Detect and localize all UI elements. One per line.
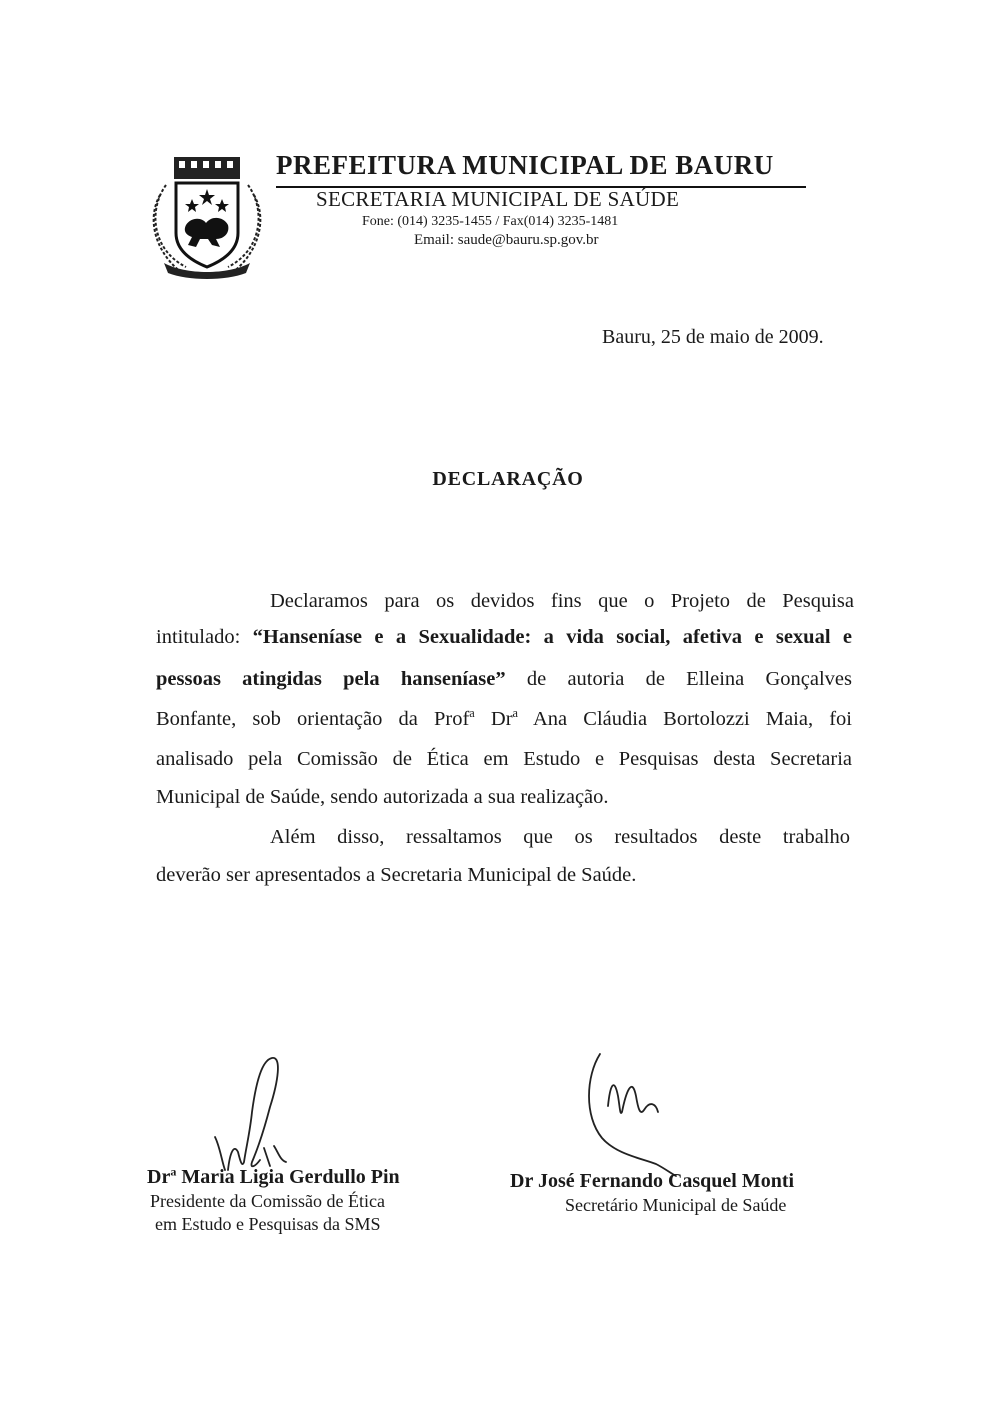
text-span: Bonfante, sob orientação da Prof [156,708,470,730]
text-span: Dr [474,708,513,730]
paragraph-1-line-5: analisado pela Comissão de Ética em Estudo e Pesquisas desta Secretaria [156,748,852,770]
date-line: Bauru, 25 de maio de 2009. [602,326,824,348]
text-span: intitulado: [156,626,253,648]
contact-email: Email: saude@bauru.sp.gov.br [414,232,599,248]
handwritten-signature-2 [580,1046,690,1176]
paragraph-1-line-6: Municipal de Saúde, sendo autorizada a sua realização. [156,786,609,808]
text-span: de autoria de Elleina Gonçalves [505,668,852,690]
paragraph-2-line-1: Além disso, ressaltamos que os resultados deste trabalho [270,826,850,848]
signatory-1-role-line-1: Presidente da Comissão de Ética [150,1191,385,1211]
municipal-crest-icon [146,155,268,280]
text-span: Maria Ligia Gerdullo Pin [176,1166,400,1188]
paragraph-1-line-1: Declaramos para os devidos fins que o Projeto de Pesquisa [270,590,854,612]
superscript: a [469,706,475,721]
organization-name: PREFEITURA MUNICIPAL DE BAURU [276,150,774,180]
text-span: Ana Cláudia Bortolozzi Maia, foi [518,708,852,730]
paragraph-2-line-2: deverão ser apresentados a Secretaria Municipal de Saúde. [156,864,637,886]
paragraph-1-line-4 [156,706,852,732]
superscript: a [170,1164,177,1179]
contact-phone-fax: Fone: (014) 3235-1455 / Fax(014) 3235-1481 [362,214,619,229]
paragraph-1-line-3 [156,666,852,692]
superscript: a [512,706,518,721]
paragraph-1-line-2 [156,624,852,650]
signatory-1-name [147,1166,400,1189]
document-title: DECLARAÇÃO [432,468,584,490]
signatory-2-role: Secretário Municipal de Saúde [565,1195,787,1215]
project-title-part-1: “Hanseníase e a Sexualidade: a vida social, afetiva e sexual e [252,626,852,648]
department-name: SECRETARIA MUNICIPAL DE SAÚDE [316,187,680,211]
project-title-part-2: pessoas atingidas pela hanseníase” [156,668,506,690]
signatory-1-role-line-2: em Estudo e Pesquisas da SMS [155,1214,381,1234]
text-span: Dr [147,1166,171,1188]
signatory-2-name: Dr José Fernando Casquel Monti [510,1170,795,1192]
handwritten-signature-1 [200,1052,290,1172]
